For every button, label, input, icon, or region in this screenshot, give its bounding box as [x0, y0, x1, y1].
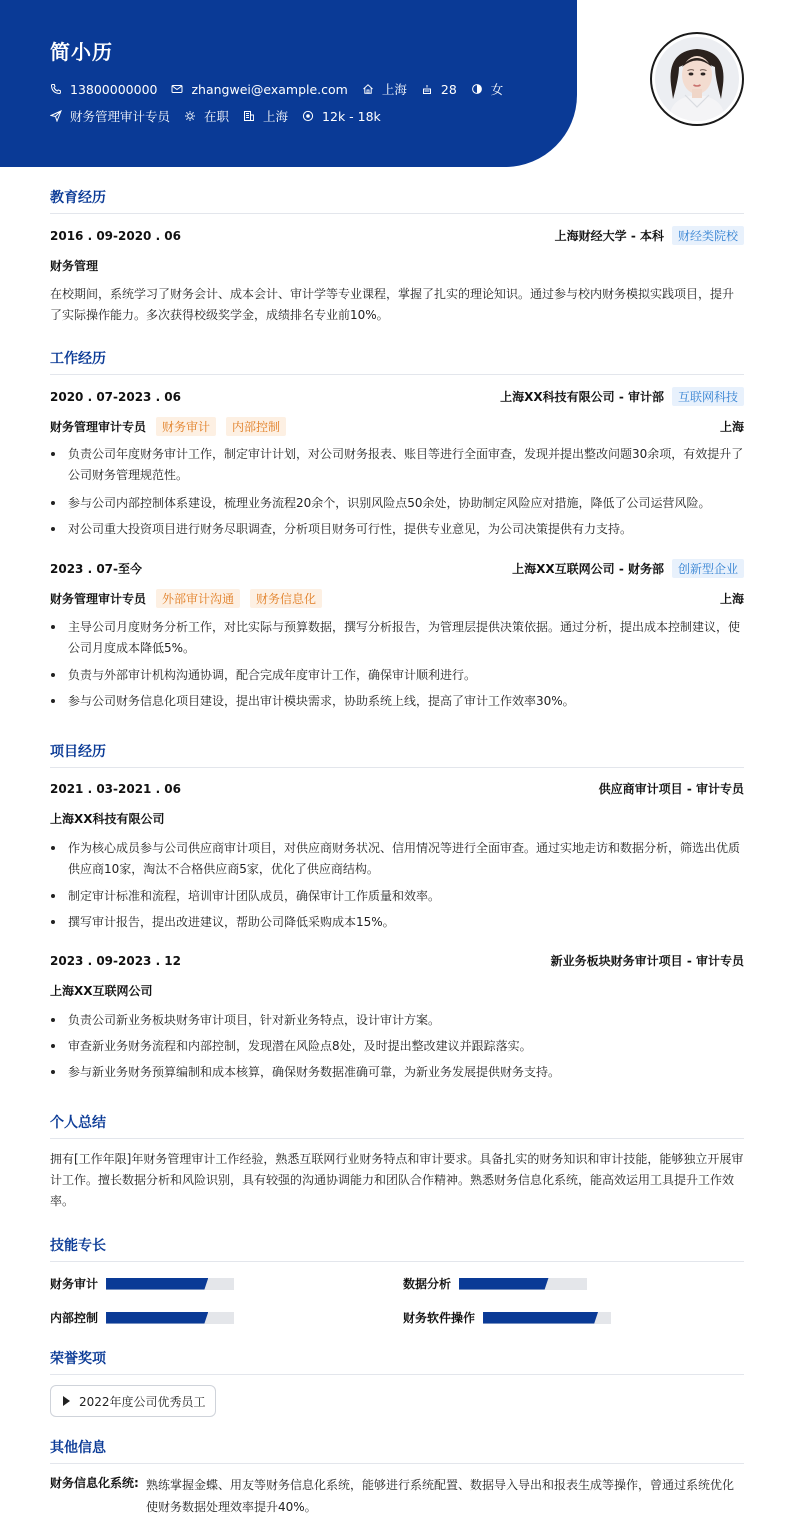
work-2-company: 上海XX互联网公司 - 财务部: [512, 562, 664, 576]
gender-text: 女: [490, 82, 504, 97]
award-item[interactable]: [50, 1385, 216, 1417]
work-1-header: [50, 387, 744, 406]
phone-item: [50, 82, 157, 97]
work-2-skill-tag: 财务信息化: [250, 589, 322, 608]
education-tag: 财经类院校: [672, 226, 744, 245]
project-1-bullet: 制定审计标准和流程，培训审计团队成员，确保审计工作质量和效率。: [50, 886, 744, 907]
skill-bar-fill: [483, 1312, 598, 1324]
project-1-bullet: 撰写审计报告，提出改进建议，帮助公司降低采购成本15%。: [50, 912, 744, 933]
job-intent-row: [50, 107, 395, 125]
work-2-bullet: 参与公司财务信息化项目建设，提出审计模块需求，协助系统上线，提高了审计工作效率30%。: [50, 691, 744, 712]
project-1-bullet: 作为核心成员参与公司供应商审计项目，对供应商财务状况、信用情况等进行全面审查。通过实地走访和数据分析，筛选出优质供应商10家，淘汰不合格供应商5家，优化了供应商结构。: [50, 838, 744, 880]
project-2-header: [50, 952, 744, 969]
email-text: zhangwei@example.com: [191, 81, 348, 97]
education-description: 在校期间，系统学习了财务会计、成本会计、审计学等专业课程，掌握了扎实的理论知识。通过参与校内财务模拟实践项目，提升了实际操作能力。多次获得校级奖学金，成绩排名专业前10%。: [50, 287, 735, 322]
skill-bar: [106, 1312, 234, 1324]
section-title-summary: 个人总结: [50, 1112, 744, 1139]
work-1-location: 上海: [719, 420, 744, 434]
status-item: [184, 107, 229, 125]
skill-label: 财务审计: [50, 1277, 99, 1291]
work-2-role-row: [50, 589, 744, 608]
send-icon: [50, 110, 62, 122]
status-text: 在职: [204, 109, 230, 124]
work-2-location: 上海: [719, 592, 744, 606]
salary-text: 12k - 18k: [322, 108, 381, 124]
project-2-date: 2023 . 09-2023 . 12: [50, 953, 182, 968]
other-label: 财务信息化系统:: [50, 1476, 139, 1490]
candidate-name: 简小历: [50, 40, 113, 64]
work-1-role: 财务管理审计专员: [50, 420, 147, 434]
project-2-bullet: 参与新业务财务预算编制和成本核算，确保财务数据准确可靠，为新业务发展提供财务支持。: [50, 1062, 744, 1083]
project-1-company-row: [50, 810, 744, 827]
building-icon: [243, 110, 255, 122]
project-2-company: 上海XX互联网公司: [50, 984, 153, 998]
education-major-row: [50, 257, 744, 274]
section-title-education: 教育经历: [50, 187, 744, 214]
work-2-role: 财务管理审计专员: [50, 592, 147, 606]
education-school: 上海财经大学 - 本科: [554, 229, 664, 243]
avatar-photo: [655, 37, 739, 121]
avatar: [650, 32, 744, 126]
skill-item: [50, 1275, 234, 1292]
skill-item: [50, 1309, 234, 1326]
award-label: 2022年度公司优秀员工: [79, 1394, 206, 1409]
city-item: [243, 107, 288, 125]
phone-icon: [50, 83, 62, 95]
skill-label: 财务软件操作: [403, 1311, 476, 1325]
work-2-bullet: 主导公司月度财务分析工作，对比实际与预算数据，撰写分析报告，为管理层提供决策依据。通过分析，提出成本控制建议，使公司月度成本降低5%。: [50, 617, 744, 659]
section-title-skills: 技能专长: [50, 1235, 744, 1262]
project-2-title: 新业务板块财务审计项目 - 审计专员: [550, 954, 744, 968]
email-item: [171, 82, 347, 97]
education-major: 财务管理: [50, 259, 99, 273]
home-icon: [362, 83, 374, 95]
work-2-tag: 创新型企业: [672, 559, 744, 578]
play-icon: [63, 1396, 70, 1406]
project-1-title: 供应商审计项目 - 审计专员: [598, 782, 744, 796]
work-2-header: [50, 559, 744, 578]
work-1-skill-tag: 财务审计: [156, 417, 216, 436]
skill-label: 数据分析: [403, 1277, 452, 1291]
section-title-project: 项目经历: [50, 741, 744, 768]
summary-text: 拥有[工作年限]年财务管理审计工作经验，熟悉互联网行业财务特点和审计要求。具备扎实的财务知识和审计技能，能够独立开展审计工作。擅长数据分析和风险识别，具有较强的沟通协调能力和团队合作精神。熟悉财务信息化系统，能高效运用工具提升工作效率。: [50, 1152, 744, 1208]
section-title-other: 其他信息: [50, 1437, 744, 1464]
project-1-header: [50, 780, 744, 797]
work-1-tag: 互联网科技: [672, 387, 744, 406]
work-1-company: 上海XX科技有限公司 - 审计部: [500, 390, 664, 404]
job-target-text: 财务管理审计专员: [70, 109, 171, 124]
work-2-skill-tag: 外部审计沟通: [156, 589, 240, 608]
status-icon: [184, 110, 196, 122]
skill-bar: [106, 1278, 234, 1290]
hometown-item: [362, 80, 407, 98]
phone-text: 13800000000: [70, 81, 158, 97]
contact-row: [50, 80, 517, 98]
work-1-bullet: 对公司重大投资项目进行财务尽职调查，分析项目财务可行性，提供专业意见，为公司决策提供有力支持。: [50, 519, 744, 540]
work-2-date: 2023 . 07-至今: [50, 562, 142, 576]
city-text: 上海: [263, 109, 289, 124]
education-date: 2016 . 09-2020 . 06: [50, 228, 182, 243]
project-2-company-row: [50, 982, 744, 999]
skill-item: [403, 1309, 611, 1326]
job-target-item: [50, 107, 170, 125]
hometown-text: 上海: [381, 82, 407, 97]
mail-icon: [171, 83, 183, 95]
age-item: [421, 82, 457, 97]
skill-bar-fill: [459, 1278, 549, 1290]
work-1-role-row: [50, 417, 744, 436]
project-2-bullet: 负责公司新业务板块财务审计项目，针对新业务特点，设计审计方案。: [50, 1010, 744, 1031]
other-text: 熟练掌握金蝶、用友等财务信息化系统，能够进行系统配置、数据导入导出和报表生成等操作，曾通过系统优化使财务数据处理效率提升40%。: [146, 1478, 735, 1514]
work-1-date: 2020 . 07-2023 . 06: [50, 389, 182, 404]
skill-label: 内部控制: [50, 1311, 99, 1325]
skill-bar-fill: [106, 1312, 208, 1324]
skill-bar-fill: [106, 1278, 208, 1290]
age-icon: [421, 83, 433, 95]
salary-item: [302, 109, 381, 124]
section-title-work: 工作经历: [50, 348, 744, 375]
work-1-bullet: 参与公司内部控制体系建设，梳理业务流程20余个，识别风险点50余处，协助制定风险应对措施，降低了公司运营风险。: [50, 493, 744, 514]
gender-item: [471, 80, 504, 98]
skill-bar: [459, 1278, 587, 1290]
skill-item: [403, 1275, 587, 1292]
project-2-bullet: 审查新业务财务流程和内部控制，发现潜在风险点8处，及时提出整改建议并跟踪落实。: [50, 1036, 744, 1057]
gender-icon: [471, 83, 483, 95]
salary-icon: [302, 110, 314, 122]
project-1-company: 上海XX科技有限公司: [50, 812, 165, 826]
work-1-bullet: 负责公司年度财务审计工作，制定审计计划，对公司财务报表、账目等进行全面审查，发现并提出整改问题30余项，有效提升了公司财务管理规范性。: [50, 444, 744, 486]
skill-bar: [483, 1312, 611, 1324]
age-text: 28: [440, 81, 457, 97]
section-title-awards: 荣誉奖项: [50, 1348, 744, 1375]
work-2-bullet: 负责与外部审计机构沟通协调，配合完成年度审计工作，确保审计顺利进行。: [50, 665, 744, 686]
work-1-skill-tag: 内部控制: [226, 417, 286, 436]
project-1-date: 2021 . 03-2021 . 06: [50, 781, 182, 796]
education-header: [50, 226, 744, 245]
